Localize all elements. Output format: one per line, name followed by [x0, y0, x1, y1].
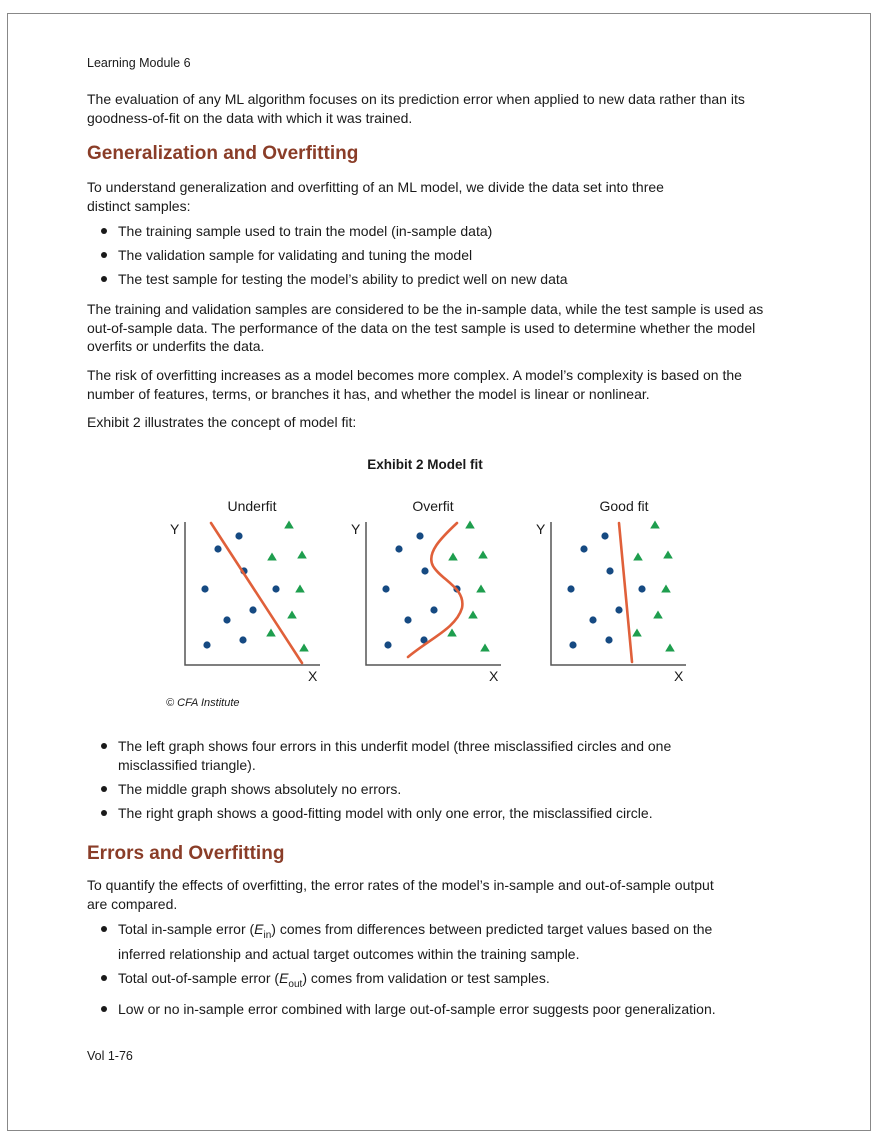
- circle-point: [223, 616, 230, 623]
- triangle-point: [632, 629, 642, 637]
- circle-point: [384, 641, 391, 648]
- paragraph: To quantify the effects of overfitting, the error rates of the model’s in-sample and out-of-sample output are compared.: [87, 877, 714, 912]
- panel-title: Overfit: [412, 498, 454, 514]
- section-heading: Generalization and Overfitting: [87, 143, 359, 164]
- list-item: The test sample for testing the model’s ability to predict well on new data: [87, 270, 767, 289]
- triangle-point: [447, 629, 457, 637]
- list-item: Total in-sample error $(E_{in})$ comes from differences between predicted target values based on the inferred relationship and actual target outcomes within the training sample.: [87, 920, 767, 964]
- x-axis-label: X: [674, 668, 684, 684]
- exhibit-notes: [87, 737, 767, 828]
- triangle-point: [665, 644, 675, 652]
- circle-point: [416, 532, 423, 539]
- sample-list: [87, 222, 767, 294]
- triangle-point: [633, 553, 643, 561]
- circle-point: [615, 606, 622, 613]
- chart-good-fit: [536, 498, 696, 688]
- circle-point: [589, 616, 596, 623]
- triangle-point: [299, 644, 309, 652]
- scatter-plot: [351, 498, 511, 673]
- paragraph: Exhibit 2 illustrates the concept of model fit:: [87, 414, 357, 430]
- running-header: Learning Module 6: [87, 56, 191, 70]
- triangle-point: [267, 553, 277, 561]
- triangle-point: [295, 585, 305, 593]
- paragraph: The training and validation samples are considered to be the in-sample data, while the test sample is used as out-of-sample data. The performance of the data on the test sample is used to determine whether the model overfits or underfits the data.: [87, 301, 764, 354]
- circle-point: [430, 606, 437, 613]
- y-axis-label: Y: [536, 521, 546, 537]
- circle-point: [569, 641, 576, 648]
- chart-overfit: [351, 498, 511, 688]
- circle-point: [580, 545, 587, 552]
- exhibit-title: Exhibit 2 Model fit: [367, 457, 483, 472]
- circle-point: [421, 567, 428, 574]
- paragraph: To understand generalization and overfitting of an ML model, we divide the data set into three distinct samples:: [87, 179, 664, 214]
- y-axis-label: Y: [351, 521, 361, 537]
- x-axis-label: X: [489, 668, 499, 684]
- circle-point: [272, 585, 279, 592]
- triangle-point: [650, 521, 660, 529]
- triangle-point: [468, 611, 478, 619]
- list-item: Low or no in-sample error combined with large out-of-sample error suggests poor generalization.: [87, 1000, 767, 1019]
- intro-paragraph: The evaluation of any ML algorithm focuses on its prediction error when applied to new data rather than its goodness-of-fit on the data with which it was trained.: [87, 91, 745, 126]
- panel-title: Underfit: [227, 498, 277, 514]
- section-heading: Errors and Overfitting: [87, 843, 285, 864]
- circle-point: [201, 585, 208, 592]
- list-item: Total out-of-sample error $(E_{out})$ comes from validation or test samples.: [87, 969, 767, 994]
- triangle-point: [480, 644, 490, 652]
- triangle-point: [287, 611, 297, 619]
- triangle-point: [653, 611, 663, 619]
- list-item: The right graph shows a good-fitting model with only one error, the misclassified circle.: [87, 804, 767, 823]
- triangle-point: [661, 585, 671, 593]
- triangle-point: [465, 521, 475, 529]
- panel-title: Good fit: [599, 498, 649, 514]
- circle-point: [601, 532, 608, 539]
- exhibit-credit: © CFA Institute: [166, 697, 240, 709]
- triangle-point: [266, 629, 276, 637]
- circle-point: [605, 636, 612, 643]
- circle-point: [606, 567, 613, 574]
- decision-boundary: [619, 523, 632, 662]
- chart-underfit: [170, 498, 330, 688]
- triangle-point: [297, 551, 307, 559]
- triangle-point: [476, 585, 486, 593]
- scatter-plot: [536, 498, 696, 673]
- page-footer: Vol 1-76: [87, 1049, 133, 1063]
- x-axis-label: X: [308, 668, 318, 684]
- circle-point: [382, 585, 389, 592]
- triangle-point: [448, 553, 458, 561]
- list-item: The middle graph shows absolutely no errors.: [87, 780, 767, 799]
- y-axis-label: Y: [170, 521, 180, 537]
- paragraph: The risk of overfitting increases as a model becomes more complex. A model’s complexity is based on the number of features, terms, or branches it has, and whether the model is linear or nonlinear.: [87, 367, 742, 402]
- scatter-plot: [170, 498, 330, 673]
- circle-point: [249, 606, 256, 613]
- circle-point: [203, 641, 210, 648]
- triangle-point: [663, 551, 673, 559]
- triangle-point: [478, 551, 488, 559]
- circle-point: [395, 545, 402, 552]
- circle-point: [404, 616, 411, 623]
- list-item: The left graph shows four errors in this underfit model (three misclassified circles and one misclassified triangle).: [87, 737, 767, 774]
- list-item: The training sample used to train the model (in-sample data): [87, 222, 767, 241]
- decision-boundary: [211, 523, 302, 663]
- error-list: [87, 920, 767, 1024]
- circle-point: [235, 532, 242, 539]
- circle-point: [214, 545, 221, 552]
- circle-point: [567, 585, 574, 592]
- triangle-point: [284, 521, 294, 529]
- circle-point: [239, 636, 246, 643]
- circle-point: [638, 585, 645, 592]
- list-item: The validation sample for validating and tuning the model: [87, 246, 767, 265]
